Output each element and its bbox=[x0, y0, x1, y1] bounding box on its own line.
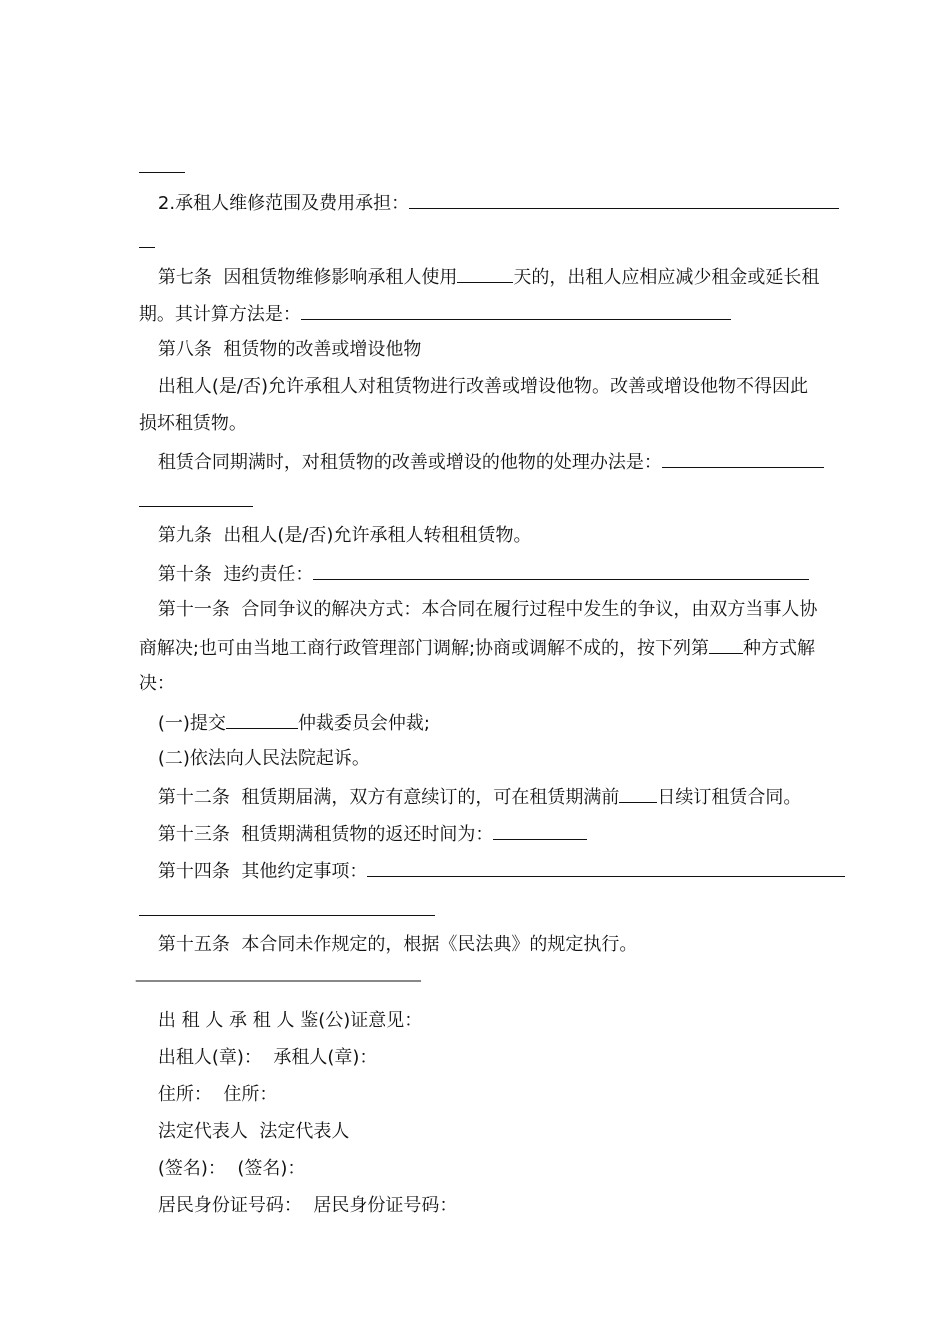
clause-text: 第九条 出租人(是/否)允许承租人转租租赁物。 bbox=[157, 525, 532, 546]
clause-text: 天的，出租人应相应减少租金或延长租 bbox=[513, 267, 820, 288]
clause-text: 第十四条 其他约定事项： bbox=[157, 861, 368, 882]
clause-text: 租赁合同期满时，对租赁物的改善或增设的他物的处理办法是： bbox=[157, 452, 662, 473]
clause-text: 第七条 因租赁物维修影响承租人使用 bbox=[157, 267, 458, 288]
clause-text: 2.承租人维修范围及费用承担： bbox=[157, 193, 410, 214]
clause-text: (一)提交 bbox=[157, 713, 226, 734]
signature-text: 法定代表人 法定代表人 bbox=[157, 1121, 350, 1142]
blank-underline bbox=[662, 449, 824, 468]
clause-text: 第十条 违约责任： bbox=[157, 564, 314, 585]
clause-text: 仲裁委员会仲裁; bbox=[297, 713, 431, 734]
clause-text: (二)依法向人民法院起诉。 bbox=[157, 748, 370, 769]
blank-underline bbox=[619, 784, 657, 803]
signature-text: (签名)： (签名)： bbox=[157, 1158, 306, 1179]
clause-text: 出租人(是/否)允许承租人对租赁物进行改善或增设他物。改善或增设他物不得因此 bbox=[157, 376, 808, 397]
signature-text: 居民身份证号码： 居民身份证号码： bbox=[157, 1195, 458, 1216]
clause-text: 第十三条 租赁期满租赁物的返还时间为： bbox=[157, 824, 494, 845]
signature-text: 出租人(章)： 承租人(章)： bbox=[157, 1047, 378, 1068]
clause-text: 决： bbox=[138, 673, 175, 694]
clause-11-cont bbox=[116, 611, 815, 685]
clause-6-item-2 bbox=[135, 166, 839, 240]
separator-text: ———————————————————————————————— bbox=[135, 973, 417, 989]
signature-text: 出 租 人 承 租 人 鉴(公)证意见： bbox=[157, 1010, 423, 1031]
clause-text: 第十二条 租赁期届满，双方有意续订的，可在租赁期满前 bbox=[157, 787, 620, 808]
blank-underline bbox=[709, 635, 743, 654]
clause-text: 第八条 租赁物的改善或增设他物 bbox=[157, 339, 422, 360]
clause-text: 第十一条 合同争议的解决方式：本合同在履行过程中发生的争议，由双方当事人协 bbox=[157, 599, 818, 620]
clause-text: 商解决;也可由当地工商行政管理部门调解;协商或调解不成的，按下列第 bbox=[138, 638, 710, 659]
blank-underline bbox=[367, 858, 845, 877]
clause-text: 种方式解 bbox=[743, 638, 816, 659]
clause-text: 日续订租赁合同。 bbox=[657, 787, 802, 808]
blank-underline bbox=[409, 190, 839, 209]
clause-text: 损坏租赁物。 bbox=[138, 413, 247, 434]
signature-text: 住所： 住所： bbox=[157, 1084, 278, 1105]
clause-text: 期。其计算方法是： bbox=[138, 304, 301, 325]
clause-text: 第十五条 本合同未作规定的，根据《民法典》的规定执行。 bbox=[157, 934, 638, 955]
signature-id-number bbox=[135, 1170, 457, 1242]
